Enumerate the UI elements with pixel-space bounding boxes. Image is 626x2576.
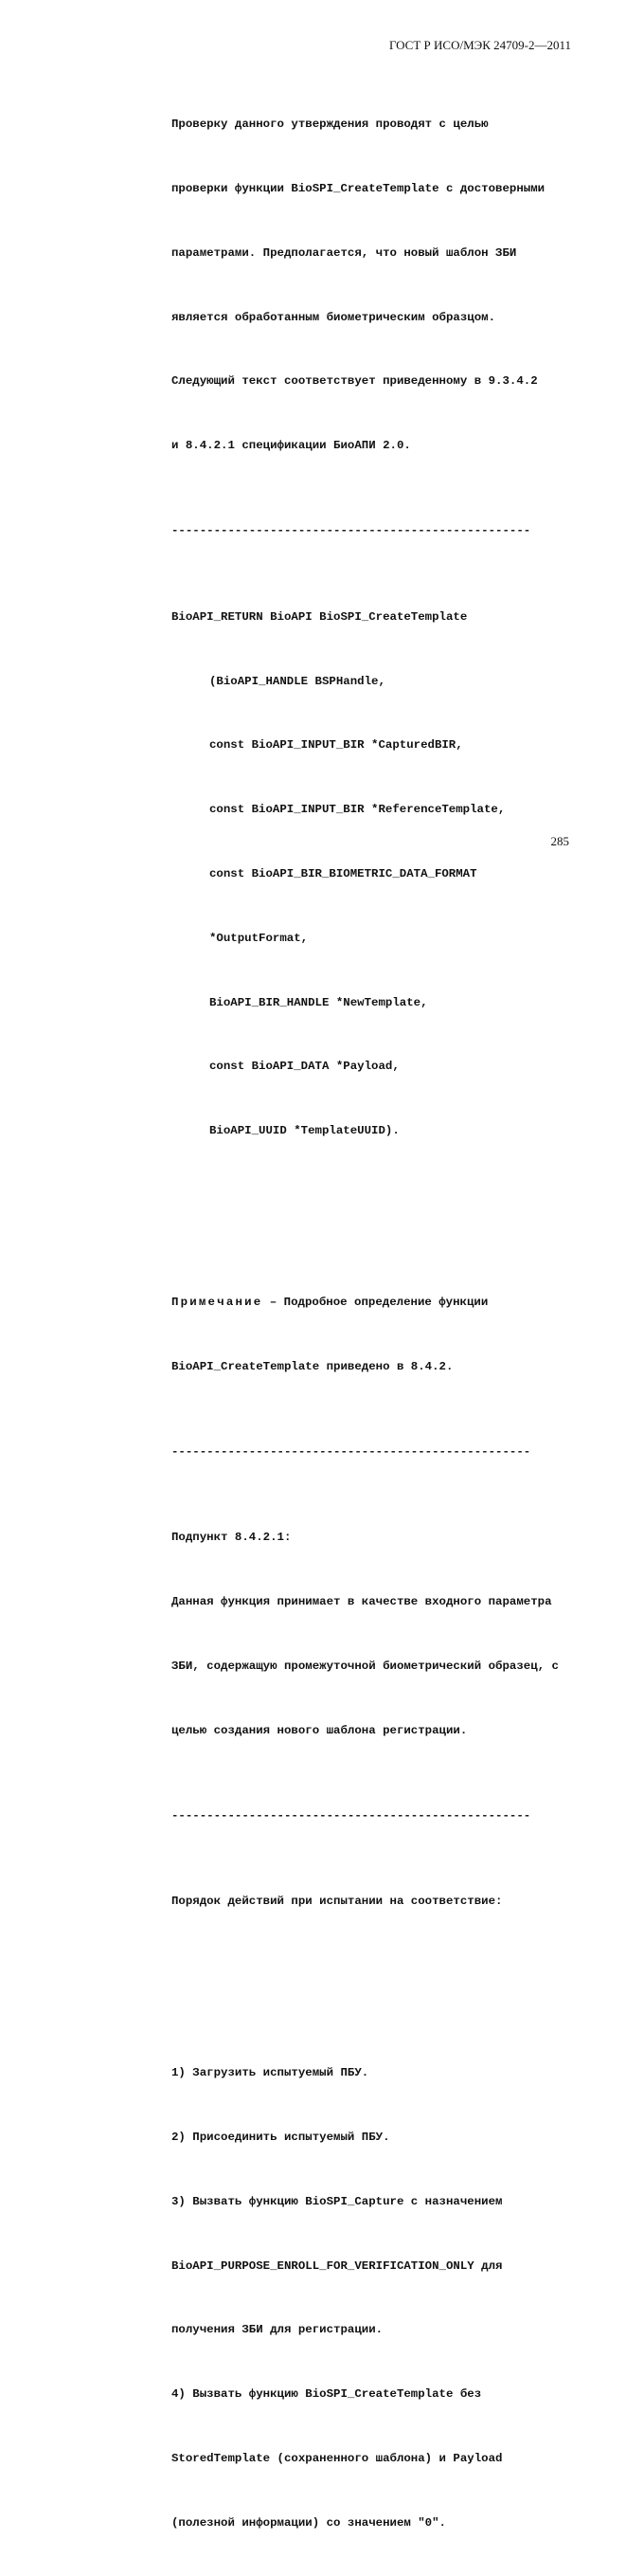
subclause-line: ЗБИ, содержащую промежуточной биометрический образец, с bbox=[171, 1659, 559, 1673]
paragraph-line: Проверку данного утверждения проводят с целью bbox=[171, 118, 489, 132]
step-line: 1) Загрузить испытуемый ПБУ. bbox=[171, 2066, 369, 2080]
document-body bbox=[171, 71, 588, 2576]
code-argument: const BioAPI_INPUT_BIR *ReferenceTemplate, bbox=[209, 803, 506, 817]
code-argument: const BioAPI_BIR_BIOMETRIC_DATA_FORMAT bbox=[209, 866, 477, 880]
paragraph-line: проверки функции BioSPI_CreateTemplate с достоверными bbox=[171, 181, 546, 195]
note-line: BioAPI_CreateTemplate приведено в 8.4.2. bbox=[171, 1359, 454, 1373]
blank-line bbox=[171, 1977, 588, 1999]
note-text: – Подробное определение функции bbox=[262, 1295, 489, 1309]
paragraph-line: Следующий текст соответствует приведенному в 9.3.4.2 bbox=[171, 374, 538, 389]
code-argument: (BioAPI_HANDLE BSPHandle, bbox=[209, 674, 385, 688]
code-argument: const BioAPI_DATA *Payload, bbox=[209, 1060, 400, 1074]
step-line: (полезной информации) со значением "0". bbox=[171, 2515, 446, 2530]
subclause-line: целью создания нового шаблона регистрации. bbox=[171, 1723, 468, 1737]
code-argument: BioAPI_UUID *TemplateUUID). bbox=[209, 1124, 400, 1138]
step-line: StoredTemplate (сохраненного шаблона) и Payload bbox=[171, 2451, 503, 2465]
code-argument: *OutputFormat, bbox=[209, 931, 309, 945]
paragraph-line: является обработанным биометрическим образцом. bbox=[171, 310, 496, 324]
separator-line: --------------------------------------------------- bbox=[171, 524, 531, 538]
subclause-title: Подпункт 8.4.2.1: bbox=[171, 1531, 292, 1545]
code-argument: BioAPI_BIR_HANDLE *NewTemplate, bbox=[209, 995, 428, 1009]
step-line: BioAPI_PURPOSE_ENROLL_FOR_VERIFICATION_ONLY для bbox=[171, 2259, 503, 2273]
page-number: 285 bbox=[550, 834, 569, 848]
paragraph-line: и 8.4.2.1 спецификации БиоАПИ 2.0. bbox=[171, 439, 411, 453]
blank-line bbox=[171, 1206, 588, 1227]
step-line: 3) Вызвать функцию BioSPI_Capture с назначением bbox=[171, 2194, 503, 2208]
step-line: получения ЗБИ для регистрации. bbox=[171, 2323, 384, 2337]
note-label: Примечание bbox=[171, 1295, 263, 1309]
note-line bbox=[171, 1292, 588, 1314]
code-argument: const BioAPI_INPUT_BIR *CapturedBIR, bbox=[209, 738, 463, 753]
step-line: 2) Присоединить испытуемый ПБУ. bbox=[171, 2131, 390, 2144]
paragraph-line: параметрами. Предполагается, что новый шаблон ЗБИ bbox=[171, 245, 517, 260]
code-signature: BioAPI_RETURN BioAPI BioSPI_CreateTemplate bbox=[171, 609, 468, 624]
subclause-line: Данная функция принимает в качестве входного параметра bbox=[171, 1595, 552, 1609]
step-line: 4) Вызвать функцию BioSPI_CreateTemplate без bbox=[171, 2387, 482, 2402]
separator-line: --------------------------------------------------- bbox=[171, 1445, 531, 1459]
procedure-title: Порядок действий при испытании на соответствие: bbox=[171, 1895, 503, 1909]
separator-line: --------------------------------------------------- bbox=[171, 1809, 531, 1823]
standard-header: ГОСТ Р ИСО/МЭК 24709-2—2011 bbox=[388, 38, 571, 52]
